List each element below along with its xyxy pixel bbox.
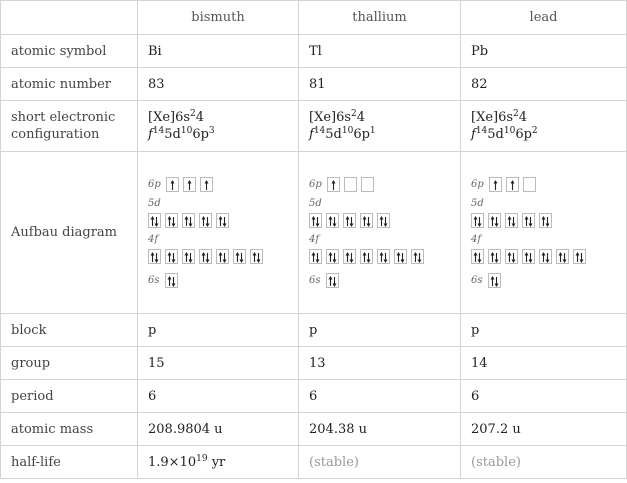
config-exponent: 2 bbox=[513, 109, 519, 119]
subshell-label: 6s bbox=[471, 275, 483, 286]
subshell-label: 5d bbox=[309, 197, 322, 209]
config-orbital-f: f bbox=[471, 127, 476, 142]
cell-thallium: (stable) bbox=[299, 446, 461, 479]
cell-lead: 6 bbox=[461, 380, 627, 413]
orbital-box bbox=[505, 249, 518, 264]
header-row bbox=[1, 1, 627, 35]
cell-thallium: 81 bbox=[299, 68, 461, 101]
subshell-4f bbox=[148, 247, 288, 267]
header-bismuth: bismuth bbox=[138, 1, 299, 35]
orbital-box bbox=[216, 249, 229, 264]
config-cell bbox=[299, 101, 461, 152]
subshell-label: 6p bbox=[471, 179, 484, 190]
header-lead: lead bbox=[461, 1, 627, 35]
header-thallium: thallium bbox=[299, 1, 461, 35]
cell-lead: (stable) bbox=[461, 446, 627, 479]
row-label: short electronic configuration bbox=[1, 101, 138, 152]
subshell-label: 4f bbox=[309, 233, 320, 245]
row-aufbau-diagram bbox=[1, 152, 627, 314]
config-exponent: 10 bbox=[180, 126, 193, 136]
subshell-6p bbox=[471, 175, 616, 195]
config-exponent: 14 bbox=[313, 126, 326, 136]
cell-thallium: Tl bbox=[299, 35, 461, 68]
config-exponent: 2 bbox=[351, 109, 357, 119]
orbital-box bbox=[506, 177, 519, 192]
config-core: [Xe]6s bbox=[148, 110, 191, 125]
config-exponent: 10 bbox=[341, 126, 354, 136]
config-text: 4 bbox=[195, 110, 205, 125]
orbital-box bbox=[165, 213, 178, 228]
orbital-box bbox=[165, 273, 178, 288]
row-label: atomic symbol bbox=[1, 35, 138, 68]
row-label: block bbox=[1, 314, 138, 347]
orbital-box bbox=[471, 213, 484, 228]
row-atomic-symbol bbox=[1, 35, 627, 68]
cell-thallium: p bbox=[299, 314, 461, 347]
config-exponent: 2 bbox=[531, 126, 538, 136]
config-orbital-p: 6p bbox=[192, 127, 209, 142]
orbital-box bbox=[326, 213, 339, 228]
config-text: 4 bbox=[356, 110, 366, 125]
halflife-base: 1.9×10 bbox=[148, 454, 197, 470]
config-orbital-d: 5d bbox=[325, 127, 342, 142]
orbital-box bbox=[377, 213, 390, 228]
orbital-box bbox=[216, 213, 229, 228]
subshell-label: 6p bbox=[148, 179, 161, 190]
subshell-6s bbox=[309, 271, 450, 291]
config-orbital-p: 6p bbox=[515, 127, 532, 142]
orbital-box bbox=[377, 249, 390, 264]
orbital-box bbox=[326, 273, 339, 288]
row-group bbox=[1, 347, 627, 380]
row-half-life bbox=[1, 446, 627, 479]
orbital-box bbox=[488, 249, 501, 264]
orbital-box bbox=[522, 213, 535, 228]
row-atomic-mass bbox=[1, 413, 627, 446]
orbital-box bbox=[166, 177, 179, 192]
orbital-box bbox=[523, 177, 536, 192]
orbital-box bbox=[199, 249, 212, 264]
cell-bismuth: 6 bbox=[138, 380, 299, 413]
orbital-box bbox=[522, 249, 535, 264]
subshell-6s bbox=[471, 271, 616, 291]
config-exponent: 14 bbox=[152, 126, 165, 136]
row-label: Aufbau diagram bbox=[1, 152, 138, 314]
aufbau-diagram bbox=[299, 152, 461, 314]
cell-lead: 207.2 u bbox=[461, 413, 627, 446]
cell-bismuth: 208.9804 u bbox=[138, 413, 299, 446]
aufbau-diagram bbox=[138, 152, 299, 314]
orbital-box bbox=[182, 249, 195, 264]
subshell-6p bbox=[309, 175, 450, 195]
config-core: [Xe]6s bbox=[309, 110, 352, 125]
orbital-box bbox=[327, 177, 340, 192]
orbital-box bbox=[309, 249, 322, 264]
subshell-label: 4f bbox=[148, 233, 159, 245]
row-electron-configuration bbox=[1, 101, 627, 152]
row-label: group bbox=[1, 347, 138, 380]
orbital-box bbox=[411, 249, 424, 264]
orbital-box bbox=[505, 213, 518, 228]
orbital-box bbox=[489, 177, 502, 192]
orbital-box bbox=[344, 177, 357, 192]
orbital-box bbox=[360, 213, 373, 228]
orbital-box bbox=[250, 249, 263, 264]
subshell-4f bbox=[471, 247, 616, 267]
subshell-6s bbox=[148, 271, 288, 291]
orbital-box bbox=[199, 213, 212, 228]
config-cell bbox=[461, 101, 627, 152]
config-orbital-f: f bbox=[148, 127, 153, 142]
config-exponent: 3 bbox=[208, 126, 215, 136]
subshell-5d bbox=[309, 211, 450, 231]
header-corner bbox=[1, 1, 138, 35]
orbital-box bbox=[200, 177, 213, 192]
cell-bismuth: 15 bbox=[138, 347, 299, 380]
cell-lead: 14 bbox=[461, 347, 627, 380]
orbital-box bbox=[488, 213, 501, 228]
cell-lead: Pb bbox=[461, 35, 627, 68]
orbital-box bbox=[148, 249, 161, 264]
row-label: atomic number bbox=[1, 68, 138, 101]
cell-thallium: 204.38 u bbox=[299, 413, 461, 446]
halflife-unit: yr bbox=[207, 454, 226, 470]
config-exponent: 14 bbox=[475, 126, 488, 136]
config-exponent: 10 bbox=[503, 126, 516, 136]
row-block bbox=[1, 314, 627, 347]
orbital-box bbox=[360, 249, 373, 264]
config-orbital-p: 6p bbox=[353, 127, 370, 142]
row-atomic-number bbox=[1, 68, 627, 101]
cell-bismuth: Bi bbox=[138, 35, 299, 68]
orbital-box bbox=[394, 249, 407, 264]
cell-thallium: 6 bbox=[299, 380, 461, 413]
row-label: half-life bbox=[1, 446, 138, 479]
subshell-label: 5d bbox=[148, 197, 161, 209]
subshell-label: 6s bbox=[148, 275, 160, 286]
config-text: 4 bbox=[518, 110, 528, 125]
subshell-label: 5d bbox=[471, 197, 484, 209]
subshell-6p bbox=[148, 175, 288, 195]
orbital-box bbox=[573, 249, 586, 264]
cell-bismuth bbox=[138, 446, 299, 479]
orbital-box bbox=[309, 213, 322, 228]
orbital-box bbox=[539, 249, 552, 264]
orbital-box bbox=[343, 249, 356, 264]
orbital-box bbox=[539, 213, 552, 228]
subshell-label: 6p bbox=[309, 179, 322, 190]
config-orbital-d: 5d bbox=[164, 127, 181, 142]
subshell-5d bbox=[148, 211, 288, 231]
subshell-label: 4f bbox=[471, 233, 482, 245]
cell-bismuth: p bbox=[138, 314, 299, 347]
subshell-4f bbox=[309, 247, 450, 267]
cell-bismuth: 83 bbox=[138, 68, 299, 101]
orbital-box bbox=[326, 249, 339, 264]
config-core: [Xe]6s bbox=[471, 110, 514, 125]
subshell-label: 6s bbox=[309, 275, 321, 286]
orbital-box bbox=[182, 213, 195, 228]
orbital-box bbox=[233, 249, 246, 264]
row-label: atomic mass bbox=[1, 413, 138, 446]
config-exponent: 2 bbox=[190, 109, 196, 119]
orbital-box bbox=[471, 249, 484, 264]
config-exponent: 1 bbox=[369, 126, 376, 136]
cell-thallium: 13 bbox=[299, 347, 461, 380]
aufbau-diagram bbox=[461, 152, 627, 314]
orbital-box bbox=[343, 213, 356, 228]
row-label: period bbox=[1, 380, 138, 413]
config-orbital-f: f bbox=[309, 127, 314, 142]
cell-lead: 82 bbox=[461, 68, 627, 101]
halflife-exponent: 19 bbox=[196, 453, 208, 464]
config-cell bbox=[138, 101, 299, 152]
row-period bbox=[1, 380, 627, 413]
orbital-box bbox=[183, 177, 196, 192]
subshell-5d bbox=[471, 211, 616, 231]
orbital-box bbox=[165, 249, 178, 264]
cell-lead: p bbox=[461, 314, 627, 347]
config-orbital-d: 5d bbox=[487, 127, 504, 142]
orbital-box bbox=[148, 213, 161, 228]
orbital-box bbox=[556, 249, 569, 264]
orbital-box bbox=[361, 177, 374, 192]
orbital-box bbox=[488, 273, 501, 288]
